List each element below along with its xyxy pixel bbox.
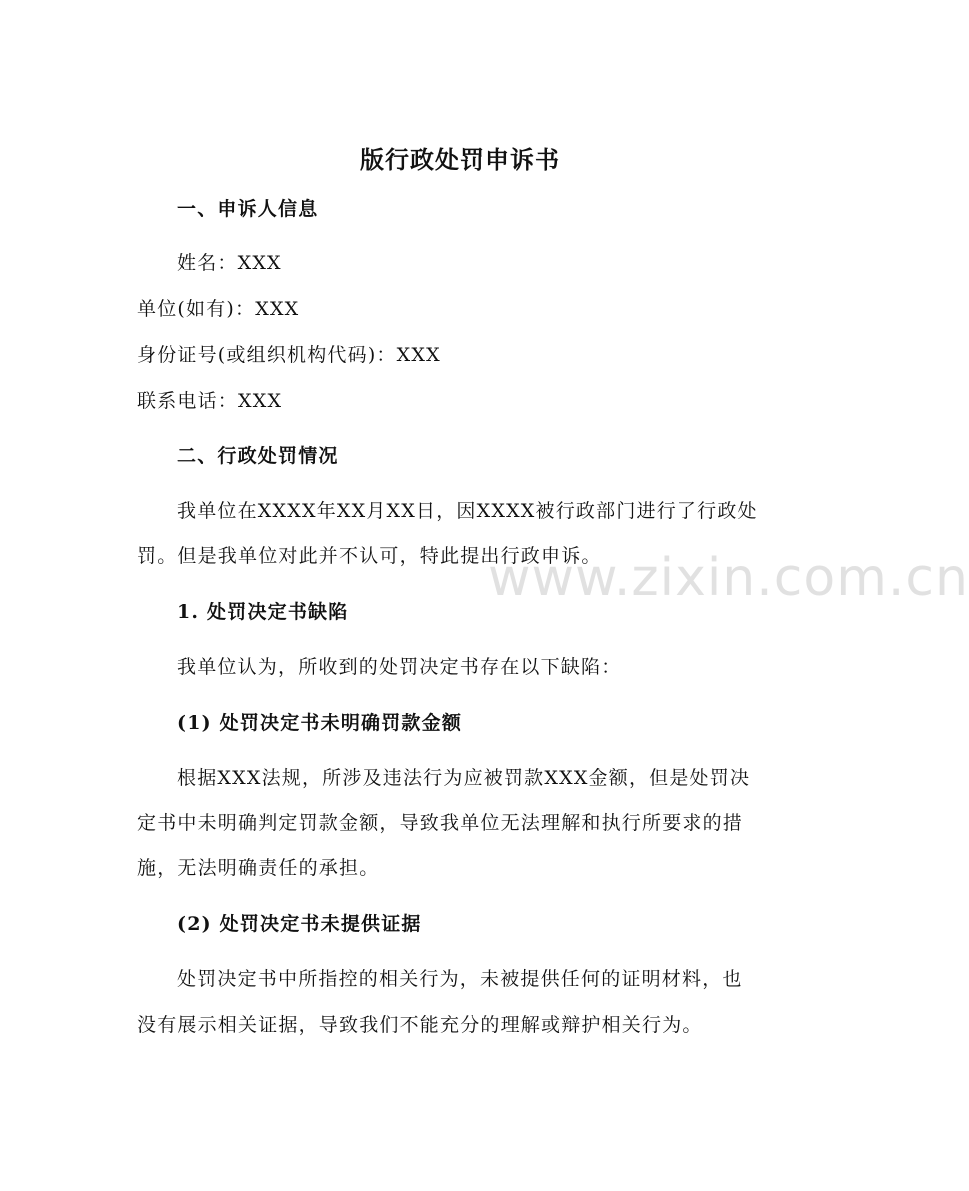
paragraph-line: 定书中未明确判定罚款金额，导致我单位无法理解和执行所要求的措 <box>137 812 744 834</box>
watermark: www.zixin.com.cn <box>488 548 969 608</box>
item1-heading: (1) 处罚决定书未明确罚款金额 <box>177 712 463 734</box>
paragraph-line: 罚。但是我单位对此并不认可，特此提出行政申诉。 <box>137 545 602 567</box>
paragraph-line: 处罚决定书中所指控的相关行为，未被提供任何的证明材料，也 <box>177 968 743 990</box>
section1-heading: 一、申诉人信息 <box>177 198 319 220</box>
applicant-name: 姓名：XXX <box>177 252 282 274</box>
paragraph-line: 根据XXX法规，所涉及违法行为应被罚款XXX金额，但是处罚决 <box>177 767 751 789</box>
section2-heading: 二、行政处罚情况 <box>177 445 339 467</box>
paragraph-line: 施，无法明确责任的承担。 <box>137 857 380 879</box>
paragraph-line: 我单位在XXXX年XX月XX日，因XXXX被行政部门进行了行政处 <box>177 500 758 522</box>
applicant-unit: 单位(如有)：XXX <box>137 298 300 320</box>
item2-heading: (2) 处罚决定书未提供证据 <box>177 913 422 935</box>
subsection1-heading: 1. 处罚决定书缺陷 <box>177 601 349 623</box>
document-title: 版行政处罚申诉书 <box>360 145 560 174</box>
paragraph-line: 我单位认为，所收到的处罚决定书存在以下缺陷： <box>177 656 622 678</box>
applicant-id: 身份证号(或组织机构代码)：XXX <box>137 344 441 366</box>
applicant-phone: 联系电话：XXX <box>137 390 283 412</box>
paragraph-line: 没有展示相关证据，导致我们不能充分的理解或辩护相关行为。 <box>137 1014 703 1036</box>
